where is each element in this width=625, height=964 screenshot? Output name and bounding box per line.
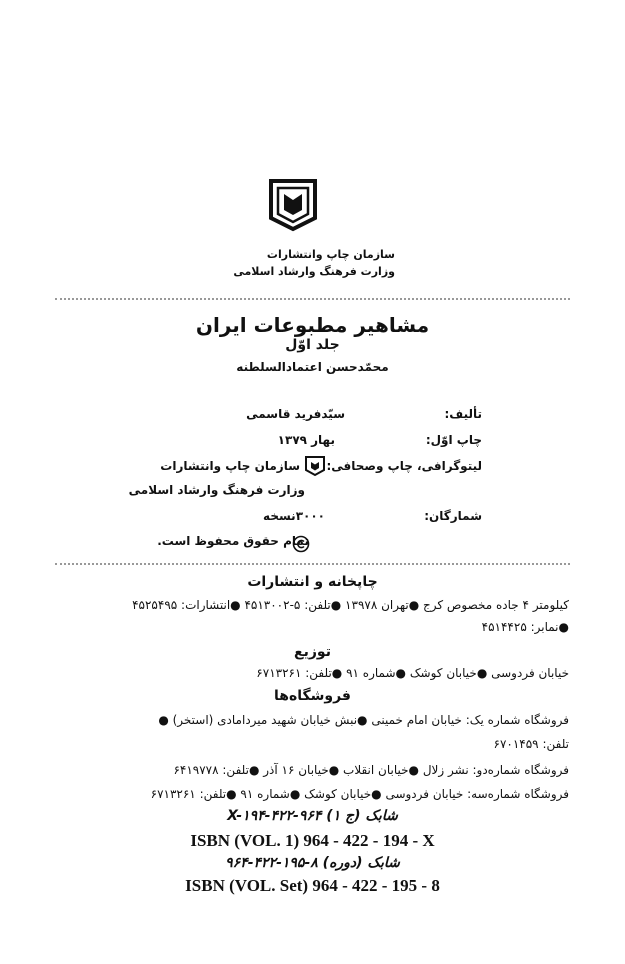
printing-house-address: کیلومتر ۴ جاده مخصوص کرج ●تهران ۱۳۹۷۸ ●تلفن: ۵-۴۵۱۳۰۰۲ ●انتشارات: ۴۵۲۵۴۹۵: [132, 598, 569, 612]
store-1-phone: تلفن: ۶۷۰۱۴۵۹: [493, 737, 569, 751]
printing-house-heading: چاپخانه و انتشارات: [247, 574, 378, 590]
stores-heading: فروشگاه‌ها: [274, 688, 351, 704]
rights-text: تمام حقوق محفوظ است.: [157, 534, 309, 548]
printing-label: لیتوگرافی، چاپ وصحافی:: [326, 459, 482, 473]
distribution-heading: توزیع: [294, 644, 331, 660]
author-value: سیّدفرید قاسمی: [246, 407, 345, 421]
book-title: مشاهیر مطبوعات ایران: [195, 313, 430, 337]
print-run-value: ۳۰۰۰نسخه: [263, 509, 325, 523]
printing-value-line1: سازمان چاپ وانتشارات: [160, 459, 300, 473]
divider: [55, 298, 570, 300]
publisher-logo-icon: [268, 178, 318, 232]
edition-value: بهار ۱۳۷۹: [277, 433, 335, 447]
store-2-address: فروشگاه شماره‌دو: نشر زلال ●خیابان انقلاب ●خیابان ۱۶ آذر ●تلفن: ۶۴۱۹۷۷۸: [173, 763, 569, 777]
isbn-volume-1: ISBN (VOL. 1) 964 - 422 - 194 - X: [190, 831, 435, 850]
printing-value-line2: وزارت فرهنگ وارشاد اسلامی: [128, 483, 305, 497]
shabak-set: شابک (دوره) ۸-۱۹۵-۴۲۲-۹۶۴: [225, 855, 400, 871]
book-author: محمّدحسن اعتمادالسلطنه: [236, 360, 389, 374]
store-3-address: فروشگاه شماره‌سه: خیابان فردوسی ●خیابان کوشک ●شماره ۹۱ ●تلفن: ۶۷۱۳۲۶۱: [150, 787, 569, 801]
publisher-name-line2: وزارت فرهنگ وارشاد اسلامی: [233, 265, 395, 278]
author-label: تألیف:: [444, 407, 482, 421]
divider: [55, 563, 570, 565]
shabak-volume-1: شابک (ج ۱) X-۱۹۴-۴۲۲-۹۶۴: [227, 808, 398, 824]
printing-house-fax: ●نمابر: ۴۵۱۴۴۲۵: [481, 620, 569, 634]
publisher-name-line1: سازمان چاپ وانتشارات: [266, 248, 395, 261]
book-volume: جلد اوّل: [285, 337, 340, 353]
publisher-small-logo-icon: [304, 455, 326, 477]
isbn-set: ISBN (VOL. Set) 964 - 422 - 195 - 8: [185, 876, 440, 895]
store-1-address: فروشگاه شماره یک: خیابان امام خمینی ●نبش خیابان شهید میرداماد‌ی (استخر) ●: [158, 713, 569, 727]
edition-label: چاپ اوّل:: [425, 433, 482, 447]
print-run-label: شمارگان:: [424, 509, 482, 523]
distribution-address: خیابان فردوسی ●خیابان کوشک ●شماره ۹۱ ●تلفن: ۶۷۱۳۲۶۱: [256, 666, 569, 680]
